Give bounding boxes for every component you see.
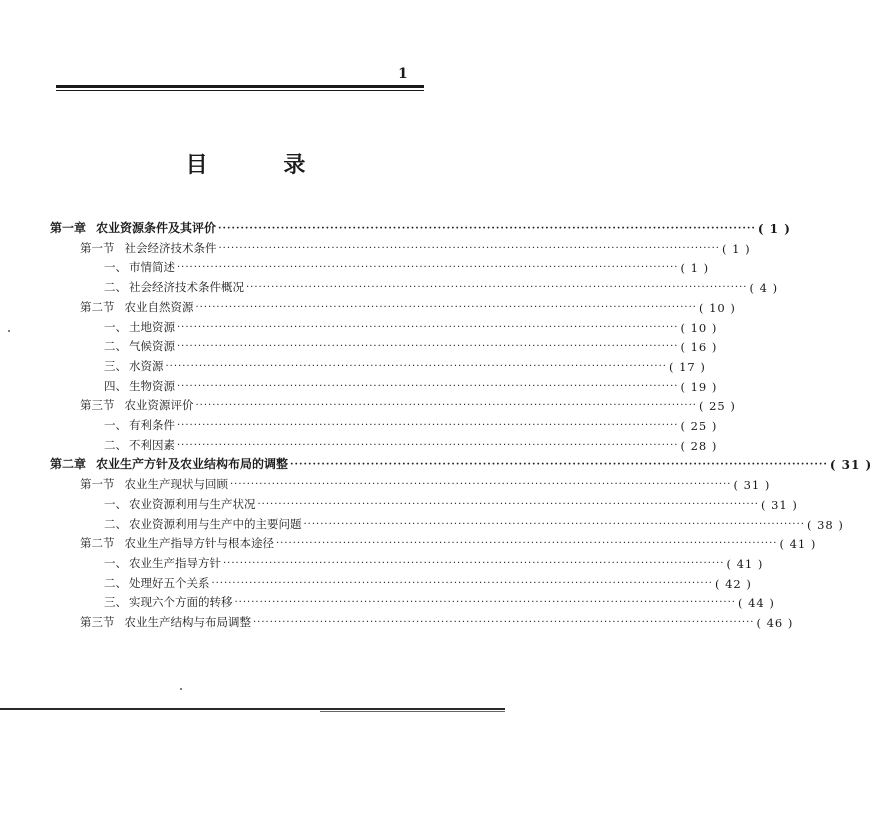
toc-page-number: ( 44 ) (737, 596, 775, 611)
toc-leader-dots: ························································································································ (230, 479, 732, 491)
toc-entry-number: 一、 (104, 260, 127, 275)
toc-entry-title (104, 319, 175, 335)
toc-entry-number: 第一节 (80, 477, 115, 492)
toc-entry-title (80, 535, 274, 551)
toc-item-row (104, 435, 718, 453)
toc-page-number: ( 16 ) (680, 340, 718, 355)
toc-item-row (104, 494, 798, 512)
toc-entry-label: 农业资源利用与生产中的主要问题 (129, 516, 302, 531)
toc-entry-title (104, 496, 256, 512)
toc-entry-title (104, 594, 233, 610)
toc-leader-dots: ························································································································ (234, 597, 736, 609)
toc-entry-title (80, 397, 194, 413)
page-number: 1 (398, 66, 408, 82)
toc-entry-number: 第二节 (80, 536, 115, 551)
toc-entry-title (104, 555, 221, 571)
toc-entry-label: 水资源 (129, 358, 164, 373)
toc-leader-dots: ························································································································ (165, 360, 667, 372)
toc-entry-number: 二、 (104, 575, 127, 590)
toc-page-number: ( 38 ) (806, 517, 844, 532)
toc-leader-dots: ························································································································ (177, 439, 679, 451)
toc-section-row (80, 612, 794, 630)
toc-entry-label: 社会经济技术条件概况 (129, 280, 244, 295)
toc-entry-label: 有利条件 (129, 418, 175, 432)
toc-entry-title (104, 417, 175, 433)
toc-leader-dots: ························································································································ (211, 577, 713, 589)
toc-page-number: ( 10 ) (680, 320, 718, 335)
toc-page-number: ( 1 ) (721, 241, 751, 256)
toc-leader-dots: ························································································································ (223, 557, 725, 569)
toc-entry-number: 二、 (104, 339, 127, 354)
toc-entry-label: 农业资源条件及其评价 (96, 221, 217, 235)
toc-entry-number: 二、 (104, 437, 127, 452)
toc-entry-title (50, 455, 288, 472)
toc-entry-number: 四、 (104, 378, 127, 393)
toc-entry-number: 第三节 (80, 615, 115, 629)
toc-leader-dots: ························································································································ (177, 262, 679, 274)
toc-entry-title (104, 437, 175, 453)
toc-page-number: ( 31 ) (760, 497, 798, 512)
toc-leader-dots: ························································································································ (257, 498, 759, 510)
toc-entry-label: 农业资源评价 (124, 398, 194, 413)
header-rule-thick (56, 85, 424, 88)
toc-item-row (104, 376, 718, 394)
toc-entry-label: 处理好五个关系 (129, 575, 210, 590)
toc-item-row (104, 356, 706, 374)
toc-chapter-row (50, 218, 791, 236)
toc-page-number: ( 19 ) (680, 379, 718, 394)
toc-page-number: ( 41 ) (726, 556, 764, 571)
toc-entry-title (80, 614, 251, 630)
toc-chapter-row (50, 454, 872, 473)
toc-entry-title (80, 299, 194, 315)
toc-item-row (104, 592, 775, 611)
toc-entry-title (104, 378, 175, 394)
toc-item-row (104, 573, 752, 591)
toc-section-row (80, 395, 736, 414)
toc-entry-title (104, 259, 175, 275)
toc-entry-number: 一、 (104, 418, 127, 432)
toc-leader-dots: ························································································································ (246, 282, 748, 294)
toc-leader-dots: ························································································································ (253, 617, 755, 628)
toc-item-row (104, 514, 844, 532)
toc-entry-label: 农业生产结构与布局调整 (124, 615, 251, 629)
toc-page-number: ( 10 ) (698, 300, 736, 315)
page-title: 目 录 (185, 152, 340, 178)
toc-entry-number: 三、 (104, 595, 127, 610)
toc-entry-label: 土地资源 (129, 319, 175, 334)
toc-page-number: ( 17 ) (668, 359, 706, 374)
toc-section-row (80, 533, 817, 552)
toc-entry-number: 第三节 (80, 398, 115, 413)
toc-section-row (80, 297, 736, 315)
toc-section-row (80, 474, 771, 493)
toc-page-number: ( 25 ) (680, 419, 718, 433)
scan-speck (180, 688, 182, 690)
toc-page-number: ( 28 ) (680, 438, 718, 453)
toc-page-number: ( 31 ) (733, 478, 771, 493)
toc-item-row (104, 415, 718, 433)
toc-entry-label: 不利因素 (129, 437, 175, 452)
toc-page-number: ( 41 ) (779, 537, 817, 552)
toc-entry-number: 二、 (104, 280, 127, 295)
toc-leader-dots: ························································································································ (195, 400, 697, 412)
toc-leader-dots: ························································································································ (195, 301, 697, 313)
toc-page-number: ( 1 ) (757, 222, 791, 236)
toc-entry-title (104, 575, 210, 591)
toc-page-number: ( 46 ) (756, 616, 794, 630)
toc-entry-number: 一、 (104, 496, 127, 511)
toc-entry-label: 农业生产现状与回顾 (124, 477, 228, 492)
toc-entry-label: 农业生产方针及农业结构布局的调整 (96, 457, 289, 472)
toc-item-row (104, 277, 779, 296)
toc-entry-title (50, 219, 216, 236)
toc-entry-title (104, 516, 302, 532)
toc-entry-title (80, 240, 217, 256)
toc-leader-dots: ························································································································ (177, 380, 679, 392)
toc-leader-dots: ························································································································ (290, 459, 828, 471)
toc-page-number: ( 31 ) (829, 458, 872, 473)
toc-leader-dots: ························································································································ (177, 420, 679, 431)
toc-entry-label: 农业生产指导方针 (129, 555, 221, 570)
toc-page-number: ( 4 ) (749, 281, 779, 296)
toc-entry-label: 生物资源 (129, 378, 175, 393)
toc-leader-dots: ························································································································ (276, 538, 778, 550)
toc-entry-label: 气候资源 (129, 339, 175, 354)
toc-page-number: ( 1 ) (680, 261, 710, 276)
toc-leader-dots: ························································································································ (303, 518, 805, 530)
toc-entry-number: 一、 (104, 319, 127, 334)
toc-item-row (104, 257, 710, 276)
toc-entry-number: 三、 (104, 358, 127, 373)
toc-entry-label: 农业资源利用与生产状况 (129, 496, 256, 511)
toc-entry-label: 社会经济技术条件 (124, 240, 217, 255)
header-rule-thin (56, 90, 424, 91)
toc-entry-title (104, 358, 164, 374)
toc-leader-dots: ························································································································ (177, 341, 679, 353)
toc-entry-number: 第一章 (50, 221, 87, 235)
toc-section-row (80, 238, 751, 256)
footer-rule-thin (320, 711, 505, 712)
toc-item-row (104, 553, 764, 571)
footer-rule (0, 708, 505, 710)
toc-item-row (104, 336, 718, 355)
toc-entry-title (104, 279, 244, 295)
toc-entry-number: 第二章 (50, 457, 87, 472)
toc-entry-number: 第一节 (80, 240, 115, 255)
toc-page-number: ( 25 ) (698, 399, 736, 414)
toc-entry-number: 第二节 (80, 299, 115, 314)
toc-entry-label: 农业自然资源 (124, 299, 194, 314)
toc-item-row (104, 317, 718, 335)
toc-page-number: ( 42 ) (714, 576, 752, 591)
toc-leader-dots: ························································································································ (177, 321, 679, 333)
toc-entry-title (80, 476, 228, 492)
toc-entry-title (104, 338, 175, 354)
toc-entry-number: 二、 (104, 516, 127, 531)
toc-entry-label: 农业生产指导方针与根本途径 (124, 536, 274, 551)
toc-entry-label: 市情简述 (129, 260, 175, 275)
toc-entry-number: 一、 (104, 555, 127, 570)
scan-speck (8, 330, 10, 332)
toc-leader-dots: ························································································································ (218, 223, 756, 234)
toc-leader-dots: ························································································································ (218, 242, 720, 254)
toc-entry-label: 实现六个方面的转移 (129, 595, 233, 610)
